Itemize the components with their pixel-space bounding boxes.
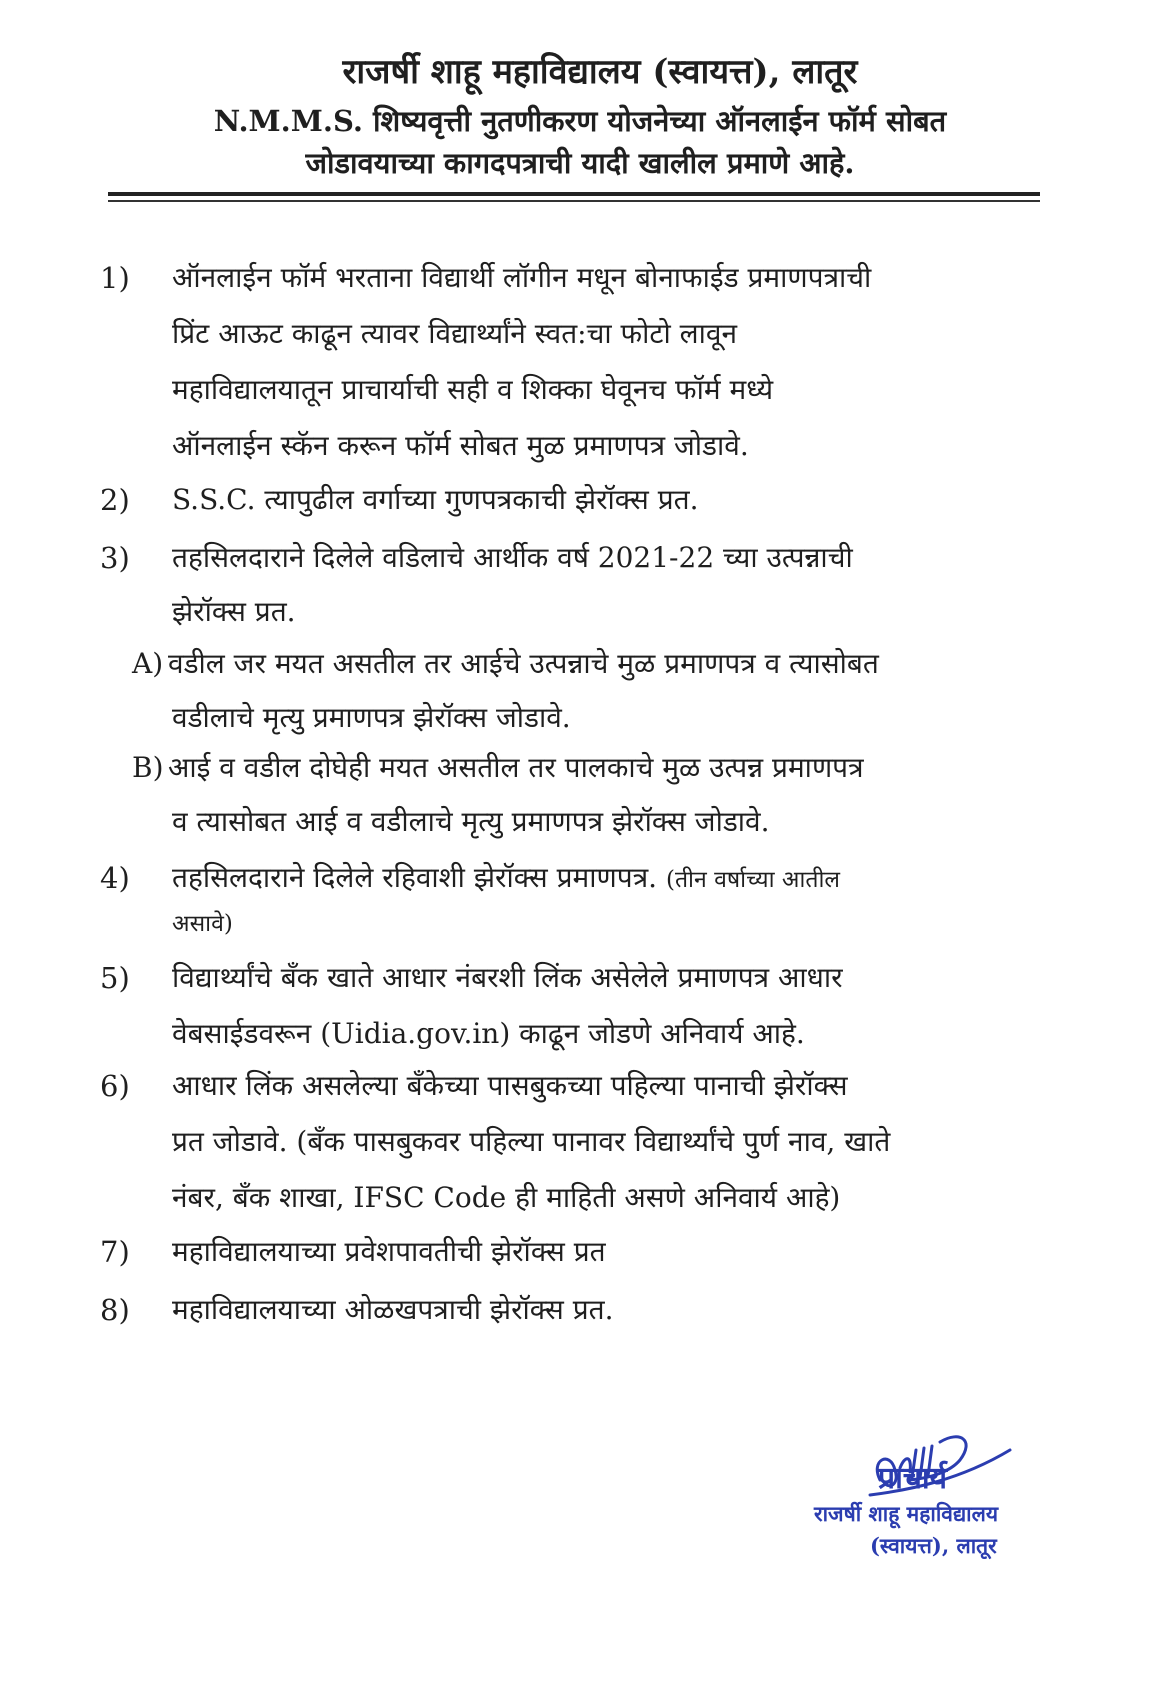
item-line: झेरॉक्स प्रत. [172,595,296,628]
item-number: 5) [100,961,130,995]
item-line: प्रिंट आऊट काढून त्यावर विद्यार्थ्यांने स्वत:चा फोटो लावून [172,317,737,350]
sub-item-line: व त्यासोबत आई व वडीलाचे मृत्यु प्रमाणपत्र झेरॉक्स जोडावे. [172,805,770,838]
item-line: प्रत जोडावे. (बँक पासबुकवर पहिल्या पानावर विद्यार्थ्यांचे पुर्ण नाव, खाते [172,1125,891,1158]
sub-item-letter: B) [132,751,164,784]
item-line: विद्यार्थ्यांचे बँक खाते आधार नंबरशी लिंक असेलेले प्रमाणपत्र आधार [172,961,843,994]
item-line: S.S.C. त्यापुढील वर्गाच्या गुणपत्रकाची झेरॉक्स प्रत. [172,483,699,516]
item-line: ऑनलाईन फॉर्म भरताना विद्यार्थी लॉगीन मधून बोनाफाईड प्रमाणपत्राची [172,261,872,294]
document-header [100,50,1060,184]
header-subtitle-line1: N.M.M.S. शिष्यवृत्ती नुतणीकरण योजनेच्या ऑनलाईन फॉर्म सोबत [213,104,947,138]
item-number: 1) [100,261,130,295]
stamp-title: प्राचार्य [878,1461,948,1496]
item-line: तहसिलदाराने दिलेले वडिलाचे आर्थीक वर्ष 2021-22 च्या उत्पन्नाची [172,541,853,574]
item-line-note: (तीन वर्षाच्या आतील [665,867,841,893]
item-line: महाविद्यालयातून प्राचार्याची सही व शिक्का घेवूनच फॉर्म मध्ये [172,373,774,406]
item-number: 2) [100,483,130,517]
sub-item-line: वडील जर मयत असतील तर आईचे उत्पन्नाचे मुळ प्रमाणपत्र व त्यासोबत [168,647,879,680]
stamp-college-name: राजर्षी शाहू महाविद्यालय [814,1501,999,1526]
item-number: 6) [100,1069,130,1103]
item-number: 8) [100,1293,130,1327]
item-line: महाविद्यालयाच्या ओळखपत्राची झेरॉक्स प्रत. [172,1293,614,1326]
item-line-main: तहसिलदाराने दिलेले रहिवाशी झेरॉक्स प्रमाणपत्र. [172,861,658,894]
item-line-note-continued: असावे) [172,911,233,937]
sub-item-line: वडीलाचे मृत्यु प्रमाणपत्र झेरॉक्स जोडावे. [172,701,571,734]
sub-item-line: आई व वडील दोघेही मयत असतील तर पालकाचे मुळ उत्पन्न प्रमाणपत्र [168,751,864,784]
item-line: नंबर, बँक शाखा, IFSC Code ही माहिती असणे अनिवार्य आहे) [172,1181,841,1214]
header-subtitle-line2: जोडावयाच्या कागदपत्राची यादी खालील प्रमाणे आहे. [305,146,855,180]
header-divider-thin [108,200,1040,202]
item-line: ऑनलाईन स्कॅन करून फॉर्म सोबत मुळ प्रमाणपत्र जोडावे. [172,429,749,462]
item-number: 4) [100,861,130,895]
item-number: 3) [100,541,130,575]
college-title: राजर्षी शाहू महाविद्यालय (स्वायत्त), लातूर [342,52,858,92]
item-number: 7) [100,1235,130,1269]
item-line: आधार लिंक असलेल्या बँकेच्या पासबुकच्या पहिल्या पानाची झेरॉक्स [172,1069,848,1102]
sub-item-letter: A) [132,647,164,680]
principal-signature-stamp [790,1420,1060,1570]
stamp-college-place: (स्वायत्त), लातूर [870,1533,997,1558]
item-line: वेबसाईडवरून (Uidia.gov.in) काढून जोडणे अनिवार्य आहे. [172,1017,805,1050]
item-line: महाविद्यालयाच्या प्रवेशपावतीची झेरॉक्स प्रत [172,1235,606,1268]
header-divider-thick [108,192,1040,196]
